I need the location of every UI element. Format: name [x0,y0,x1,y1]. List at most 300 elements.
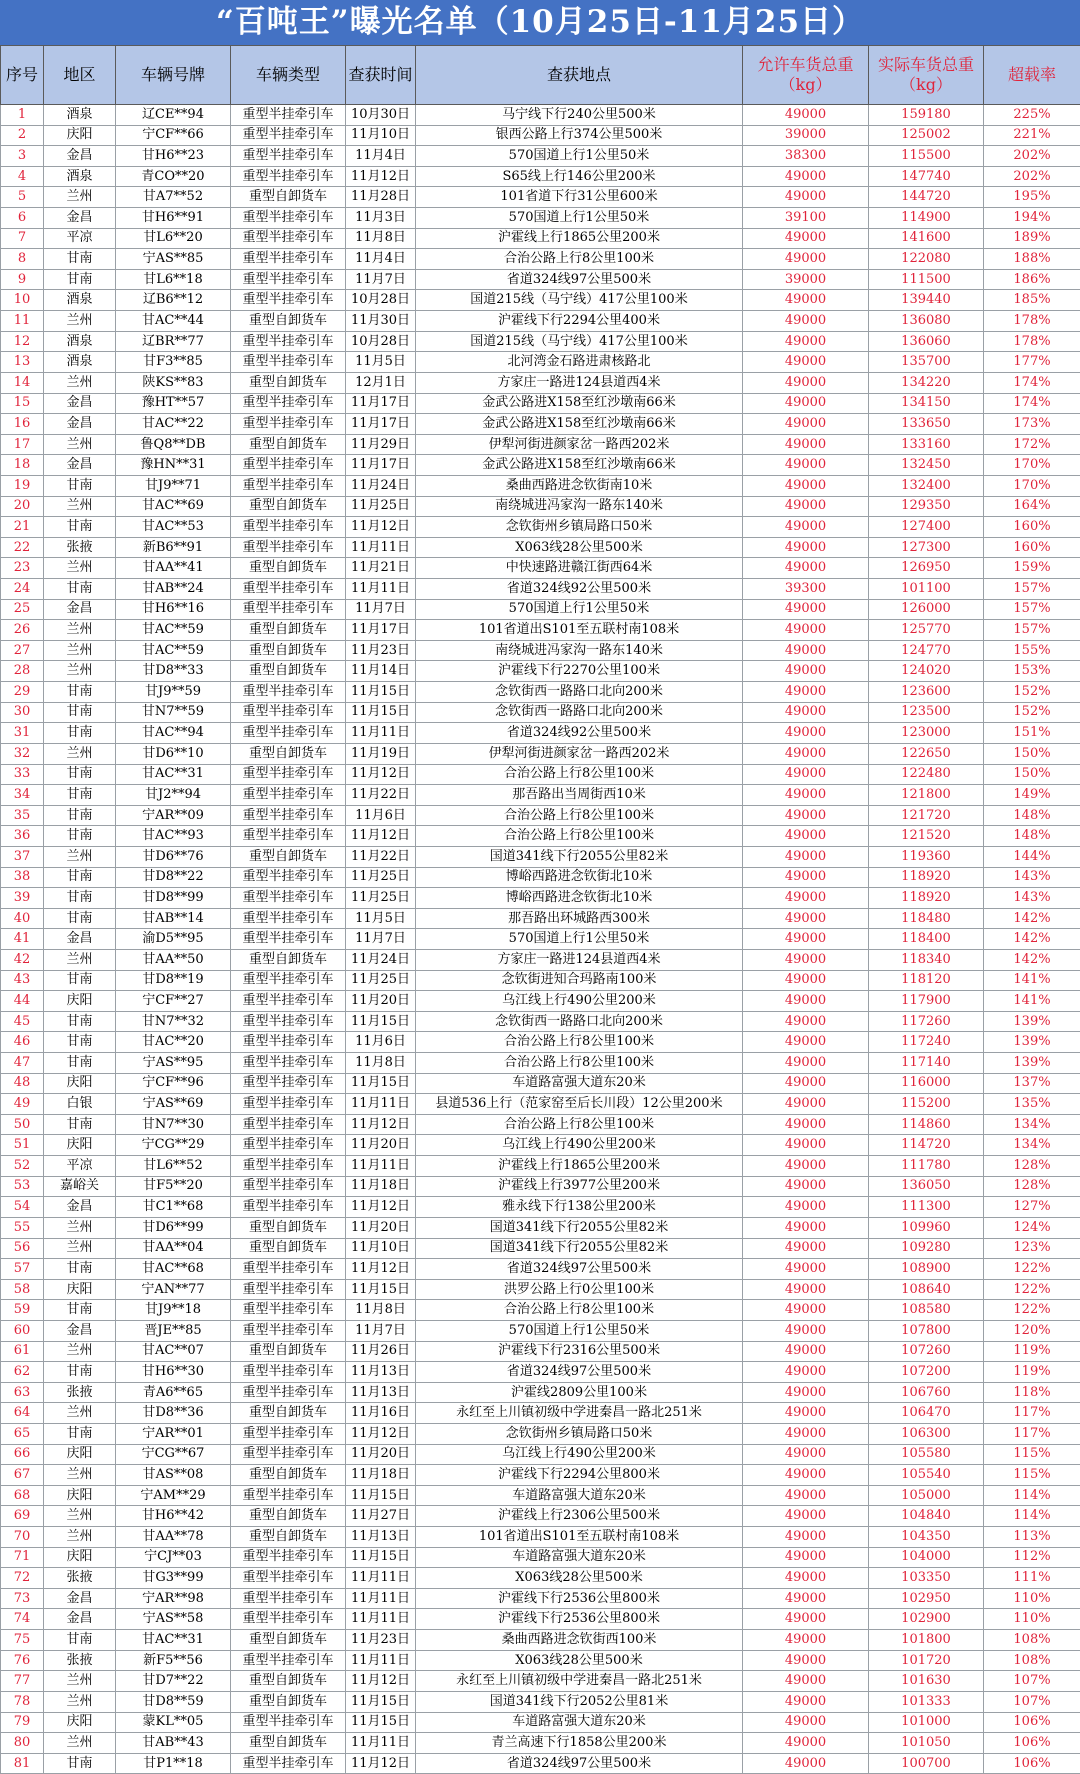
cell-vehicle-type: 重型半挂牵引车 [231,1197,346,1218]
cell-region: 金昌 [44,1320,116,1341]
cell-overload-rate: 114% [984,1506,1080,1527]
cell-allowed-weight: 49000 [743,1444,869,1465]
cell-location: 念钦街西一路路口北向200米 [416,1011,743,1032]
cell-overload-rate: 150% [984,764,1080,785]
cell-index: 35 [1,805,44,826]
cell-plate: 甘AC**07 [116,1341,231,1362]
cell-region: 庆阳 [44,1135,116,1156]
table-row [1,1733,1080,1754]
cell-allowed-weight: 49000 [743,1279,869,1300]
cell-actual-weight: 115200 [869,1094,984,1115]
cell-vehicle-type: 重型半挂牵引车 [231,414,346,435]
cell-region: 甘南 [44,1114,116,1135]
cell-region: 兰州 [44,187,116,208]
cell-allowed-weight: 49000 [743,1114,869,1135]
cell-date: 11月12日 [346,1424,416,1445]
cell-actual-weight: 129350 [869,496,984,517]
cell-location: 沪霍线下行2316公里500米 [416,1341,743,1362]
cell-region: 兰州 [44,1238,116,1259]
cell-index: 22 [1,537,44,558]
cell-vehicle-type: 重型半挂牵引车 [231,1382,346,1403]
cell-overload-rate: 117% [984,1424,1080,1445]
cell-date: 11月15日 [346,1073,416,1094]
cell-location: X063线28公里500米 [416,537,743,558]
cell-actual-weight: 106470 [869,1403,984,1424]
cell-overload-rate: 173% [984,414,1080,435]
table-row [1,991,1080,1012]
cell-region: 甘南 [44,1424,116,1445]
cell-overload-rate: 157% [984,620,1080,641]
cell-actual-weight: 122480 [869,764,984,785]
cell-vehicle-type: 重型自卸货车 [231,434,346,455]
cell-overload-rate: 152% [984,682,1080,703]
cell-overload-rate: 142% [984,929,1080,950]
cell-allowed-weight: 49000 [743,166,869,187]
cell-date: 10月30日 [346,105,416,126]
cell-index: 53 [1,1176,44,1197]
cell-location: 南绕城进冯家沟一路东140米 [416,496,743,517]
cell-plate: 晋JE**85 [116,1320,231,1341]
cell-location: 方家庄一路进124县道西4米 [416,949,743,970]
cell-date: 11月23日 [346,1630,416,1651]
cell-index: 46 [1,1032,44,1053]
cell-overload-rate: 157% [984,599,1080,620]
cell-overload-rate: 119% [984,1362,1080,1383]
cell-allowed-weight: 49000 [743,352,869,373]
cell-location: 合治公路上行8公里100米 [416,805,743,826]
cell-index: 37 [1,846,44,867]
table-row [1,1238,1080,1259]
table-row [1,249,1080,270]
cell-date: 11月11日 [346,723,416,744]
cell-actual-weight: 107800 [869,1320,984,1341]
cell-date: 11月4日 [346,249,416,270]
cell-vehicle-type: 重型自卸货车 [231,372,346,393]
cell-region: 金昌 [44,414,116,435]
cell-allowed-weight: 49000 [743,1712,869,1733]
cell-location: 车道路富强大道东20米 [416,1712,743,1733]
cell-actual-weight: 117260 [869,1011,984,1032]
header-overload-rate: 超载率 [984,46,1080,105]
table-row [1,1382,1080,1403]
cell-date: 11月7日 [346,269,416,290]
cell-allowed-weight: 39100 [743,208,869,229]
cell-plate: 甘AB**43 [116,1733,231,1754]
cell-actual-weight: 134220 [869,372,984,393]
cell-actual-weight: 133650 [869,414,984,435]
cell-location: 那吾路出当周街西10米 [416,785,743,806]
cell-actual-weight: 109960 [869,1217,984,1238]
cell-actual-weight: 135700 [869,352,984,373]
cell-allowed-weight: 49000 [743,1073,869,1094]
page-title: “百吨王”曝光名单（10月25日-11月25日） [0,0,1080,45]
cell-vehicle-type: 重型自卸货车 [231,640,346,661]
cell-allowed-weight: 39300 [743,579,869,600]
table-row [1,1053,1080,1074]
cell-location: 那吾路出环城路西300米 [416,908,743,929]
cell-location: 570国道上行1公里50米 [416,599,743,620]
cell-overload-rate: 113% [984,1527,1080,1548]
cell-region: 甘南 [44,1630,116,1651]
header-allowed-weight: 允许车货总重（kg） [743,46,869,105]
cell-region: 金昌 [44,929,116,950]
cell-actual-weight: 119360 [869,846,984,867]
cell-allowed-weight: 49000 [743,1588,869,1609]
cell-index: 73 [1,1588,44,1609]
cell-date: 11月17日 [346,455,416,476]
cell-vehicle-type: 重型半挂牵引车 [231,249,346,270]
cell-actual-weight: 100700 [869,1753,984,1774]
cell-actual-weight: 123500 [869,702,984,723]
table-row [1,764,1080,785]
cell-region: 庆阳 [44,1485,116,1506]
table-row [1,1485,1080,1506]
cell-vehicle-type: 重型半挂牵引车 [231,146,346,167]
cell-vehicle-type: 重型半挂牵引车 [231,475,346,496]
cell-actual-weight: 111300 [869,1197,984,1218]
cell-vehicle-type: 重型半挂牵引车 [231,1547,346,1568]
cell-location: 乌江线上行490公里200米 [416,1444,743,1465]
cell-index: 41 [1,929,44,950]
cell-index: 49 [1,1094,44,1115]
cell-date: 11月8日 [346,228,416,249]
cell-overload-rate: 106% [984,1753,1080,1774]
cell-actual-weight: 118920 [869,867,984,888]
cell-actual-weight: 141600 [869,228,984,249]
cell-vehicle-type: 重型自卸货车 [231,1671,346,1692]
cell-date: 11月15日 [346,1011,416,1032]
cell-overload-rate: 141% [984,991,1080,1012]
cell-overload-rate: 114% [984,1485,1080,1506]
cell-vehicle-type: 重型自卸货车 [231,1217,346,1238]
cell-region: 兰州 [44,434,116,455]
cell-allowed-weight: 49000 [743,1197,869,1218]
cell-plate: 宁AR**01 [116,1424,231,1445]
cell-date: 11月19日 [346,743,416,764]
cell-vehicle-type: 重型半挂牵引车 [231,352,346,373]
cell-region: 金昌 [44,1609,116,1630]
cell-region: 金昌 [44,146,116,167]
cell-index: 10 [1,290,44,311]
cell-actual-weight: 114720 [869,1135,984,1156]
cell-allowed-weight: 49000 [743,311,869,332]
cell-region: 兰州 [44,640,116,661]
cell-actual-weight: 103350 [869,1568,984,1589]
cell-region: 甘南 [44,1053,116,1074]
cell-date: 11月15日 [346,1691,416,1712]
cell-allowed-weight: 49000 [743,1032,869,1053]
cell-date: 11月29日 [346,434,416,455]
cell-index: 9 [1,269,44,290]
cell-date: 11月12日 [346,517,416,538]
cell-index: 42 [1,949,44,970]
cell-actual-weight: 117140 [869,1053,984,1074]
cell-location: 合治公路上行8公里100米 [416,1114,743,1135]
cell-location: 南绕城进冯家沟一路东140米 [416,640,743,661]
table-row [1,455,1080,476]
cell-overload-rate: 170% [984,455,1080,476]
table-row [1,352,1080,373]
cell-overload-rate: 151% [984,723,1080,744]
cell-plate: 豫HT**57 [116,393,231,414]
cell-plate: 渝D5**95 [116,929,231,950]
cell-date: 11月11日 [346,1156,416,1177]
cell-index: 3 [1,146,44,167]
cell-date: 11月15日 [346,1485,416,1506]
cell-plate: 甘H6**42 [116,1506,231,1527]
table-row [1,1403,1080,1424]
cell-index: 56 [1,1238,44,1259]
cell-vehicle-type: 重型半挂牵引车 [231,599,346,620]
cell-allowed-weight: 49000 [743,1753,869,1774]
cell-region: 庆阳 [44,1444,116,1465]
cell-region: 金昌 [44,208,116,229]
cell-index: 68 [1,1485,44,1506]
cell-actual-weight: 123600 [869,682,984,703]
cell-vehicle-type: 重型自卸货车 [231,620,346,641]
cell-region: 酒泉 [44,352,116,373]
cell-vehicle-type: 重型半挂牵引车 [231,105,346,126]
cell-vehicle-type: 重型半挂牵引车 [231,1094,346,1115]
cell-region: 酒泉 [44,166,116,187]
cell-allowed-weight: 49000 [743,1465,869,1486]
cell-location: 国道341线下行2055公里82米 [416,846,743,867]
cell-index: 38 [1,867,44,888]
cell-region: 庆阳 [44,1712,116,1733]
cell-region: 甘南 [44,764,116,785]
cell-plate: 陕KS**83 [116,372,231,393]
table-row [1,1691,1080,1712]
cell-index: 30 [1,702,44,723]
cell-index: 2 [1,125,44,146]
cell-overload-rate: 149% [984,785,1080,806]
cell-index: 11 [1,311,44,332]
cell-region: 甘南 [44,888,116,909]
cell-plate: 甘AC**44 [116,311,231,332]
cell-location: 101省道下行31公里600米 [416,187,743,208]
cell-location: 博峪西路进念钦街北10米 [416,867,743,888]
cell-vehicle-type: 重型半挂牵引车 [231,785,346,806]
cell-actual-weight: 107200 [869,1362,984,1383]
cell-region: 兰州 [44,558,116,579]
cell-actual-weight: 121800 [869,785,984,806]
cell-region: 兰州 [44,1733,116,1754]
cell-region: 甘南 [44,723,116,744]
cell-region: 兰州 [44,1341,116,1362]
cell-location: 570国道上行1公里50米 [416,1320,743,1341]
cell-index: 79 [1,1712,44,1733]
cell-allowed-weight: 49000 [743,1011,869,1032]
cell-allowed-weight: 49000 [743,1650,869,1671]
cell-date: 11月15日 [346,1712,416,1733]
cell-plate: 甘L6**18 [116,269,231,290]
cell-region: 庆阳 [44,1547,116,1568]
table-row [1,290,1080,311]
cell-date: 11月13日 [346,1382,416,1403]
cell-vehicle-type: 重型半挂牵引车 [231,393,346,414]
cell-plate: 甘P1**18 [116,1753,231,1774]
cell-actual-weight: 124020 [869,661,984,682]
cell-location: 伊犁河街进颜家岔一路西202米 [416,743,743,764]
cell-vehicle-type: 重型自卸货车 [231,1238,346,1259]
table-row [1,187,1080,208]
cell-allowed-weight: 49000 [743,702,869,723]
cell-plate: 甘L6**52 [116,1156,231,1177]
cell-overload-rate: 186% [984,269,1080,290]
cell-allowed-weight: 49000 [743,1609,869,1630]
cell-allowed-weight: 49000 [743,187,869,208]
cell-location: 沪霍线下行2294公里800米 [416,1465,743,1486]
cell-overload-rate: 139% [984,1011,1080,1032]
table-row [1,1465,1080,1486]
cell-vehicle-type: 重型半挂牵引车 [231,1588,346,1609]
cell-actual-weight: 124770 [869,640,984,661]
cell-allowed-weight: 49000 [743,228,869,249]
cell-plate: 甘AC**59 [116,620,231,641]
cell-date: 11月7日 [346,929,416,950]
cell-allowed-weight: 49000 [743,331,869,352]
cell-location: 101省道出S101至五联村南108米 [416,1527,743,1548]
cell-index: 40 [1,908,44,929]
cell-allowed-weight: 49000 [743,537,869,558]
cell-date: 11月12日 [346,826,416,847]
cell-vehicle-type: 重型半挂牵引车 [231,908,346,929]
cell-plate: 甘H6**30 [116,1362,231,1383]
cell-location: 沪霍线2809公里100米 [416,1382,743,1403]
table-row [1,1259,1080,1280]
cell-region: 金昌 [44,599,116,620]
cell-location: 合治公路上行8公里100米 [416,1032,743,1053]
cell-actual-weight: 139440 [869,290,984,311]
cell-plate: 甘J9**18 [116,1300,231,1321]
cell-date: 11月11日 [346,1609,416,1630]
cell-location: 县道536上行（范家窑至后长川段）12公里200米 [416,1094,743,1115]
cell-overload-rate: 144% [984,846,1080,867]
cell-vehicle-type: 重型半挂牵引车 [231,331,346,352]
cell-plate: 甘AS**08 [116,1465,231,1486]
table-row [1,1753,1080,1774]
cell-region: 酒泉 [44,290,116,311]
cell-allowed-weight: 49000 [743,805,869,826]
cell-index: 52 [1,1156,44,1177]
table-header-row [1,46,1080,105]
cell-overload-rate: 174% [984,393,1080,414]
table-row [1,1362,1080,1383]
cell-vehicle-type: 重型半挂牵引车 [231,208,346,229]
cell-date: 11月3日 [346,208,416,229]
cell-actual-weight: 159180 [869,105,984,126]
cell-location: 沪霍线上行2306公里500米 [416,1506,743,1527]
table-row [1,496,1080,517]
cell-plate: 甘AC**94 [116,723,231,744]
cell-region: 金昌 [44,455,116,476]
cell-plate: 甘N7**30 [116,1114,231,1135]
cell-vehicle-type: 重型半挂牵引车 [231,1712,346,1733]
cell-overload-rate: 189% [984,228,1080,249]
cell-plate: 宁CG**29 [116,1135,231,1156]
cell-plate: 宁AS**95 [116,1053,231,1074]
cell-location: 金武公路进X158至红沙墩南66米 [416,455,743,476]
cell-date: 11月17日 [346,620,416,641]
cell-region: 兰州 [44,743,116,764]
cell-date: 11月27日 [346,1506,416,1527]
cell-vehicle-type: 重型自卸货车 [231,846,346,867]
cell-index: 70 [1,1527,44,1548]
cell-overload-rate: 148% [984,826,1080,847]
cell-allowed-weight: 39000 [743,125,869,146]
cell-location: 念钦街州乡镇局路口50米 [416,1424,743,1445]
table-row [1,1217,1080,1238]
cell-date: 11月20日 [346,1217,416,1238]
cell-overload-rate: 127% [984,1197,1080,1218]
cell-vehicle-type: 重型自卸货车 [231,187,346,208]
header-vehicle-type: 车辆类型 [231,46,346,105]
cell-overload-rate: 115% [984,1465,1080,1486]
cell-date: 11月25日 [346,496,416,517]
table-row [1,1156,1080,1177]
cell-region: 甘南 [44,702,116,723]
cell-index: 26 [1,620,44,641]
cell-vehicle-type: 重型半挂牵引车 [231,682,346,703]
cell-plate: 甘D6**99 [116,1217,231,1238]
cell-date: 11月24日 [346,949,416,970]
cell-date: 11月12日 [346,764,416,785]
cell-vehicle-type: 重型半挂牵引车 [231,537,346,558]
cell-location: 北河湾金石路进肃核路北 [416,352,743,373]
cell-date: 11月12日 [346,1259,416,1280]
cell-actual-weight: 121720 [869,805,984,826]
cell-date: 11月11日 [346,579,416,600]
cell-plate: 甘AA**50 [116,949,231,970]
table-row [1,867,1080,888]
cell-actual-weight: 127400 [869,517,984,538]
cell-location: 101省道出S101至五联村南108米 [416,620,743,641]
cell-location: S65线上行146公里200米 [416,166,743,187]
cell-allowed-weight: 49000 [743,867,869,888]
cell-actual-weight: 126000 [869,599,984,620]
cell-plate: 甘AC**69 [116,496,231,517]
cell-overload-rate: 134% [984,1135,1080,1156]
cell-region: 庆阳 [44,1073,116,1094]
cell-actual-weight: 115500 [869,146,984,167]
table-row [1,331,1080,352]
cell-vehicle-type: 重型自卸货车 [231,558,346,579]
cell-vehicle-type: 重型自卸货车 [231,743,346,764]
cell-location: 车道路富强大道东20米 [416,1547,743,1568]
cell-overload-rate: 178% [984,311,1080,332]
cell-region: 甘南 [44,867,116,888]
table-row [1,949,1080,970]
cell-overload-rate: 143% [984,867,1080,888]
cell-overload-rate: 178% [984,331,1080,352]
cell-plate: 宁AN**77 [116,1279,231,1300]
table-row [1,1114,1080,1135]
cell-actual-weight: 104840 [869,1506,984,1527]
cell-allowed-weight: 49000 [743,1217,869,1238]
cell-index: 31 [1,723,44,744]
cell-allowed-weight: 49000 [743,1238,869,1259]
cell-date: 11月11日 [346,1568,416,1589]
cell-vehicle-type: 重型半挂牵引车 [231,1156,346,1177]
cell-vehicle-type: 重型半挂牵引车 [231,579,346,600]
cell-overload-rate: 160% [984,517,1080,538]
cell-region: 甘南 [44,970,116,991]
cell-actual-weight: 121520 [869,826,984,847]
table-row [1,682,1080,703]
cell-location: 沪霍线上行1865公里200米 [416,228,743,249]
cell-location: 省道324线97公里500米 [416,1362,743,1383]
cell-location: 车道路富强大道东20米 [416,1485,743,1506]
